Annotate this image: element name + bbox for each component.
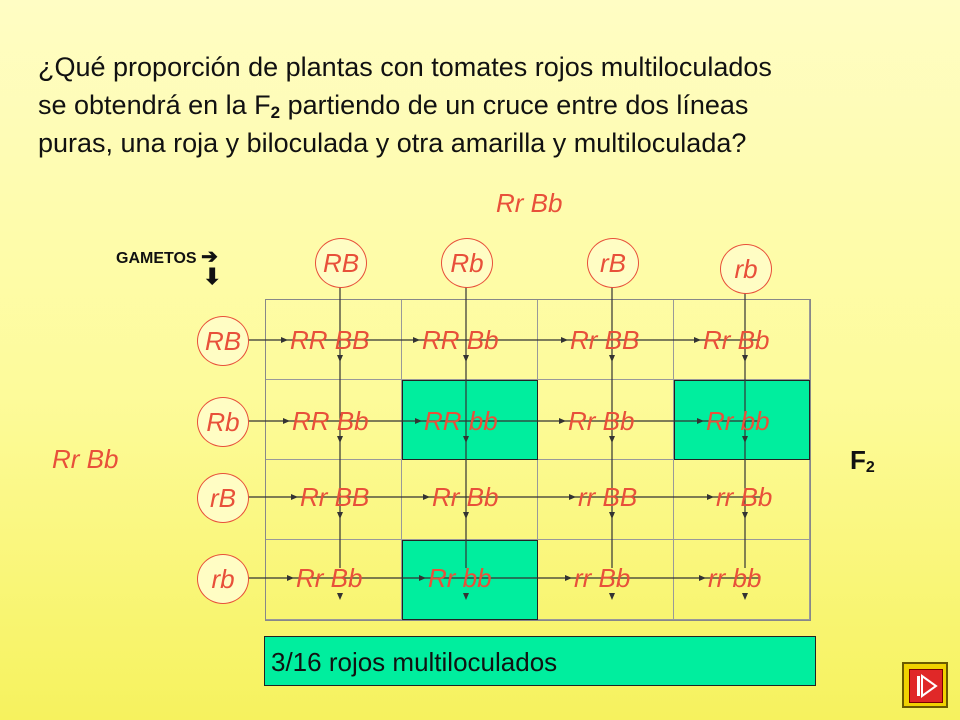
offspring-genotype: Rr BB [570, 325, 640, 355]
left-gamete: rb [197, 554, 249, 604]
top-gamete: Rb [441, 238, 493, 288]
offspring-genotype: RR bb [424, 406, 498, 436]
top-parent-genotype: Rr Bb [496, 188, 563, 218]
f2-label [850, 445, 875, 476]
left-parent-genotype: Rr Bb [52, 444, 119, 474]
arrow-right-icon: ➔ [201, 246, 218, 268]
offspring-genotype: RR BB [290, 325, 370, 355]
left-gamete: rB [197, 473, 249, 523]
top-gamete: RB [315, 238, 367, 288]
left-gamete: Rb [197, 397, 249, 447]
question-line-3: puras, una roja y biloculada y otra amarilla y multiloculada? [38, 128, 747, 158]
top-gamete: rB [587, 238, 639, 288]
question-line-2 [38, 86, 928, 124]
answer-box: 3/16 rojos multiloculados [264, 636, 816, 686]
offspring-genotype: Rr BB [300, 482, 370, 512]
offspring-genotype: rr Bb [716, 482, 773, 512]
offspring-genotype: Rr bb [706, 406, 770, 436]
offspring-genotype: Rr Bb [568, 406, 635, 436]
offspring-genotype: Rr Bb [296, 563, 363, 593]
end-icon [909, 669, 943, 703]
offspring-genotype: rr Bb [574, 563, 631, 593]
top-gamete: rb [720, 244, 772, 294]
offspring-genotype: Rr Bb [432, 482, 499, 512]
offspring-genotype: rr bb [708, 563, 762, 593]
offspring-genotype: Rr bb [428, 563, 492, 593]
offspring-genotype: RR Bb [422, 325, 499, 355]
offspring-genotype: Rr Bb [703, 325, 770, 355]
offspring-genotype: rr BB [578, 482, 638, 512]
question-line-2-end: partiendo de un cruce entre dos líneas [280, 90, 749, 120]
arrow-down-icon: ⬇ [203, 264, 222, 289]
offspring-genotype: RR Bb [292, 406, 369, 436]
question-line-2-start: se obtendrá en la F [38, 90, 271, 120]
left-gamete: RB [197, 316, 249, 366]
f2-main: F [850, 445, 866, 475]
question-text [38, 48, 928, 162]
gametos-text: GAMETOS [116, 250, 197, 267]
question-line-2-subscript: 2 [270, 103, 281, 122]
f2-subscript: 2 [865, 459, 875, 476]
end-show-button[interactable] [902, 662, 948, 708]
question-line-1: ¿Qué proporción de plantas con tomates rojos multiloculados [38, 52, 772, 82]
